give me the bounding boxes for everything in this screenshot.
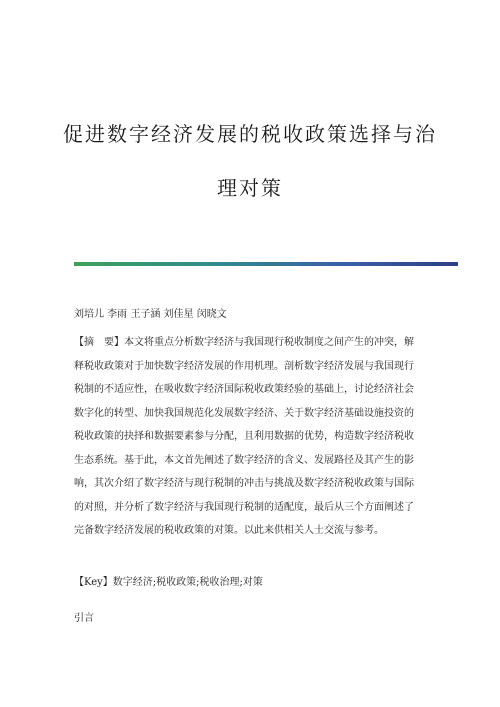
abstract-line: 响，其次介绍了数字经济与现行税制的冲击与挑战及数字经济税收政策与国际 (74, 478, 414, 489)
abstract-line: 释税收政策对于加快数字经济发展的作用机理。剖析数字经济发展与我国现行 (74, 360, 414, 372)
abstract-block (74, 331, 434, 543)
abstract-line: 完备数字经济发展的税收政策的对策。以此来供相关人士交流与参考。 (74, 525, 384, 536)
author-list: 刘培儿 李雨 王子涵 刘佳星 闵晓文 (74, 309, 227, 320)
abstract-line: 税收政策的抉择和数据要素参与分配，且利用数据的优势，构造数字经济税收 (74, 431, 414, 442)
abstract-line: 的对照，并分析了数字经济与我国现行税制的适配度，最后从三个方面阐述了 (74, 501, 414, 513)
abstract-line: 生态系统。基于此，本文首先阐述了数字经济的含义、发展路径及其产生的影 (74, 454, 414, 466)
abstract-line: 【摘 要】本文将重点分析数字经济与我国现行税收制度之间产生的冲突，解 (74, 337, 414, 348)
section-heading-intro: 引言 (74, 613, 94, 624)
abstract-line: 税制的不适应性，在吸收数字经济国际税收政策经验的基础上，讨论经济社会 (74, 384, 414, 395)
abstract-line: 数字化的转型、加快我国规范化发展数字经济、关于数字经济基础设施投资的 (74, 407, 414, 419)
paper-title-line-1: 促进数字经济发展的税收政策选择与治 (63, 122, 437, 146)
paper-title-line-2: 理对策 (217, 176, 283, 200)
title-divider (74, 262, 458, 266)
keywords-line: 【Key】数字经济;税收政策;税收治理;对策 (74, 577, 263, 588)
